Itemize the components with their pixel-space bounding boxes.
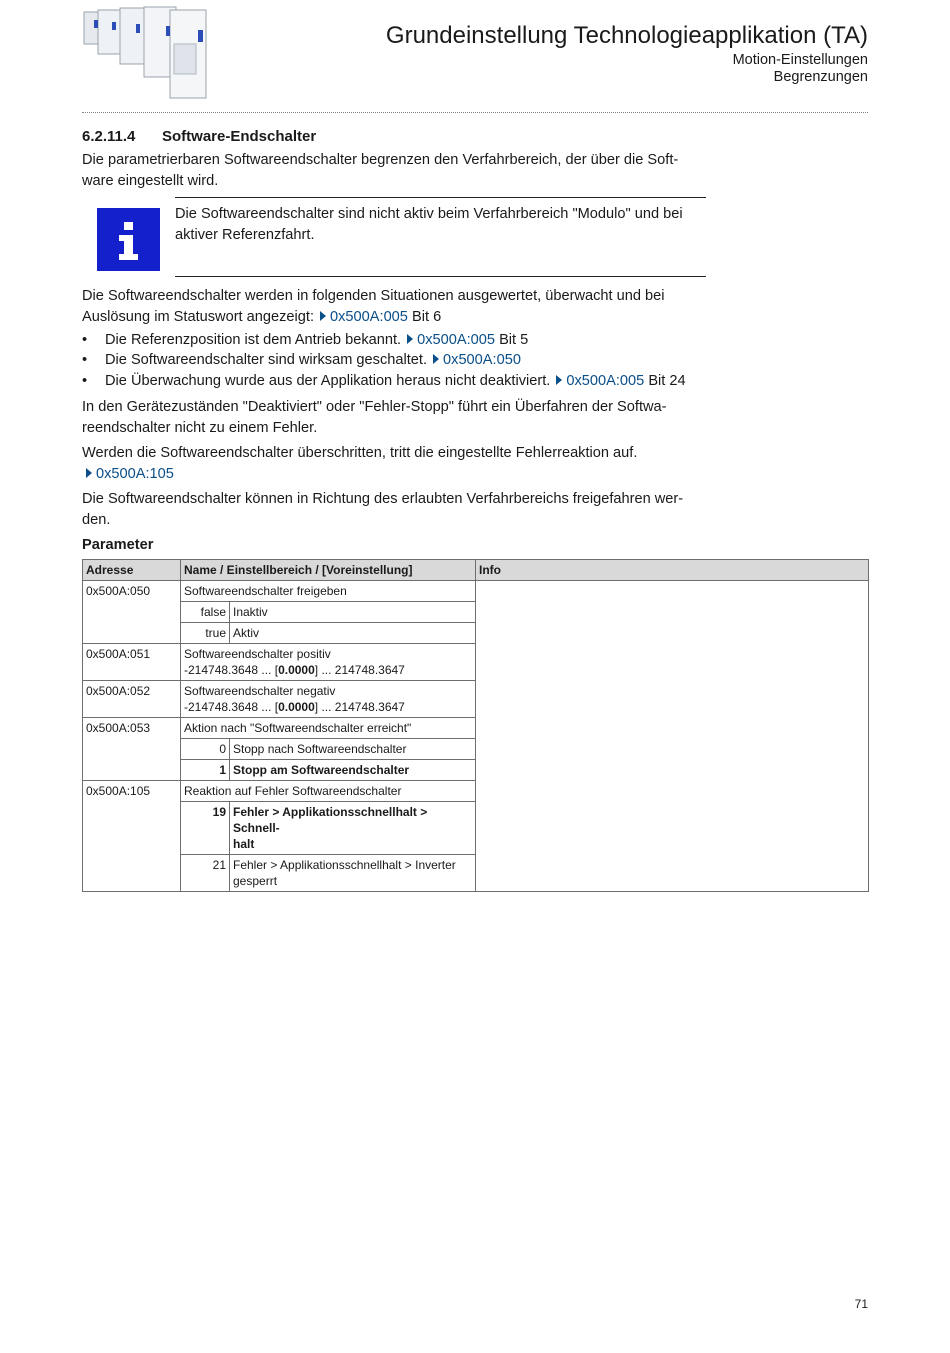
param-link[interactable]: 0x500A:005 [566,373,645,389]
param-link[interactable]: 0x500A:050 [443,352,521,368]
note-text [175,204,710,245]
header-subtitle-1: Motion-Einstellungen [732,52,868,68]
states-paragraph: In den Gerätezuständen "Deaktiviert" oder "Fehler-Stopp" führt ein Überfahren der Softwa- reendschalter nicht zu einem Fehler. [82,399,667,436]
link-arrow-icon [407,334,413,344]
param-address: 0x500A:105 [83,781,181,892]
col-header-address: Adresse [83,560,181,581]
intro-paragraph [82,150,707,191]
link-arrow-icon [433,354,439,364]
option-value: true [181,623,230,644]
param-address: 0x500A:050 [83,581,181,644]
option-value: false [181,602,230,623]
option-value: 19 [181,802,230,855]
intro-line-1: Die parametrierbaren Softwareendschalter begrenzen den Verfahrbereich, der über die Soft- [82,152,679,168]
link-arrow-icon [556,375,562,385]
param-name: Reaktion auf Fehler Softwareendschalter [181,781,476,802]
option-value: 0 [181,739,230,760]
parameter-heading: Parameter [82,537,154,553]
option-text: Fehler > Applikationsschnellhalt > Schnell- halt [230,802,476,855]
bullet-item: • Die Referenzposition ist dem Antrieb bekannt. 0x500A:005 Bit 5 [82,332,529,348]
param-link[interactable]: 0x500A:005 [330,308,408,325]
option-value: 1 [181,760,230,781]
option-text: Stopp am Softwareendschalter [230,760,476,781]
param-name: Aktion nach "Softwareendschalter erreicht" [181,718,476,739]
bullet-item: • Die Softwareendschalter sind wirksam geschaltet. 0x500A:050 [82,352,521,368]
header-divider [82,112,868,113]
section-number: 6.2.11.4 [82,128,136,145]
info-cell [476,581,869,892]
note-line-1: Die Softwareendschalter sind nicht aktiv beim Verfahrbereich "Modulo" und bei [175,206,683,222]
param-name: Softwareendschalter freigeben [181,581,476,602]
section-heading [82,128,316,145]
param-address: 0x500A:051 [83,644,181,681]
exceed-paragraph: Werden die Softwareendschalter überschritten, tritt die eingestellte Fehlerreaktion auf. 0x500A:105 [82,445,638,482]
param-address: 0x500A:053 [83,718,181,781]
param-address: 0x500A:052 [83,681,181,718]
header-subtitle-2: Begrenzungen [773,69,868,85]
option-text: Aktiv [230,623,476,644]
param-link[interactable]: 0x500A:105 [96,465,174,482]
note-top-rule [175,197,706,198]
bullet-item: • Die Überwachung wurde aus der Applikation heraus nicht deaktiviert. 0x500A:005 Bit 24 [82,373,686,389]
link-arrow-icon [320,311,326,321]
col-header-name: Name / Einstellbereich / [Voreinstellung] [181,560,476,581]
param-link[interactable]: 0x500A:005 [417,332,495,348]
free-paragraph: Die Softwareendschalter können in Richtung des erlaubten Verfahrbereichs freigefahren wer- den. [82,491,684,528]
header-title: Grundeinstellung Technologieapplikation (TA) [385,22,868,49]
section-title: Software-Endschalter [162,128,317,145]
eval-line-1: Die Softwareendschalter werden in folgenden Situationen ausgewertet, überwacht und bei [82,288,665,304]
param-name-range: Softwareendschalter negativ -214748.3648 ... [0.0000] ... 214748.3647 [181,681,476,718]
link-arrow-icon [86,468,92,478]
page-number: 71 [854,1297,868,1311]
option-text: Fehler > Applikationsschnellhalt > Inverter gesperrt [230,855,476,892]
option-value: 21 [181,855,230,892]
table-header-row [83,560,869,581]
product-image [82,4,212,104]
info-icon [97,208,160,271]
eval-line-2: Auslösung im Statuswort angezeigt: 0x500A:005 Bit 6 [82,308,442,325]
option-text: Stopp nach Softwareendschalter [230,739,476,760]
intro-line-2: ware eingestellt wird. [82,172,219,189]
note-line-2: aktiver Referenzfahrt. [175,226,315,243]
param-name-range: Softwareendschalter positiv -214748.3648 ... [0.0000] ... 214748.3647 [181,644,476,681]
default-value: 0.0000 [278,663,315,677]
evaluation-paragraph [82,286,707,327]
table-row [83,581,869,602]
parameter-table [82,559,869,892]
option-text: Inaktiv [230,602,476,623]
note-bottom-rule [175,276,706,277]
col-header-info: Info [476,560,869,581]
default-value: 0.0000 [278,700,315,714]
